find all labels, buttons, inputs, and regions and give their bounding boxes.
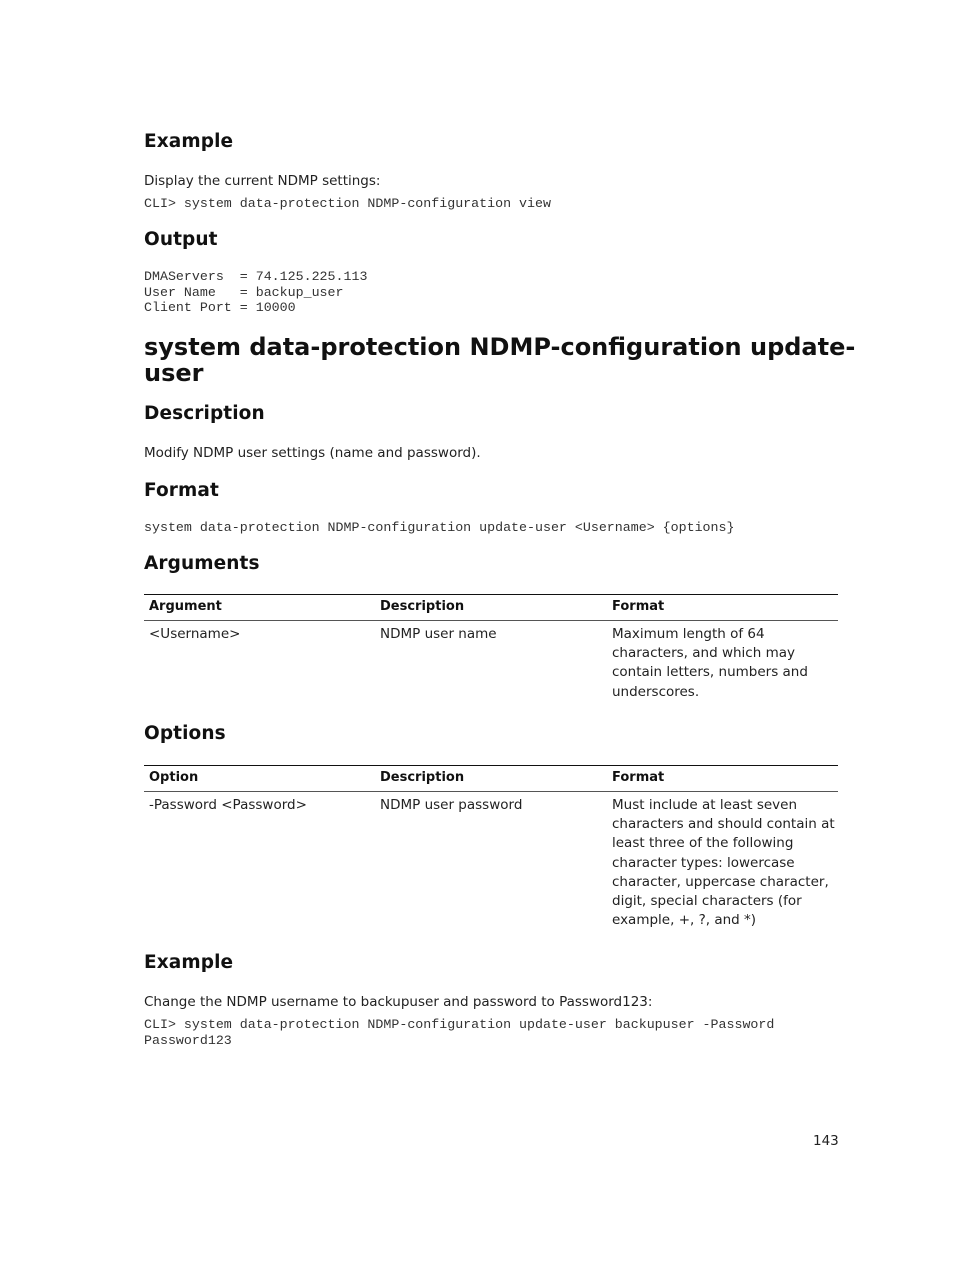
output-line: User Name = backup_user [144,285,344,300]
example-heading: Example [144,952,234,973]
table-cell: -Password <Password> [149,797,307,813]
column-header: Description [380,770,465,785]
table-cell: NDMP user password [380,797,523,813]
table-header [144,594,838,621]
column-header: Description [380,599,465,614]
example-intro: Display the current NDMP settings: [144,173,381,189]
table-cell: Must include at least seven characters and should contain at least three of the following character types: lowercase character, uppercase character, digit, special characters (for example, +, ?, and *) [612,797,835,929]
section-title-continued: user [144,359,204,387]
description-heading: Description [144,403,265,424]
example-command: CLI> system data-protection NDMP-configuration view [144,196,551,211]
format-heading: Format [144,480,219,501]
description-text: Modify NDMP user settings (name and password). [144,445,481,461]
column-header: Format [612,770,665,785]
table-header [144,765,838,792]
format-syntax: system data-protection NDMP-configuration update-user <Username> {options} [144,520,735,535]
page-number: 143 [813,1133,839,1149]
output-line: DMAServers = 74.125.225.113 [144,269,368,284]
column-header: Argument [149,599,222,614]
example-heading: Example [144,131,234,152]
output-heading: Output [144,229,218,250]
table-cell: Maximum length of 64 characters, and which may contain letters, numbers and underscores. [612,626,808,700]
example-command-continued: Password123 [144,1033,232,1048]
table-cell: NDMP user name [380,626,497,642]
column-header: Format [612,599,665,614]
example-command: CLI> system data-protection NDMP-configuration update-user backupuser -Password [144,1017,775,1032]
section-title: system data-protection NDMP-configuration update- [144,333,856,361]
output-line: Client Port = 10000 [144,300,296,315]
example-intro: Change the NDMP username to backupuser and password to Password123: [144,994,653,1010]
column-header: Option [149,770,199,785]
arguments-heading: Arguments [144,553,260,574]
options-heading: Options [144,723,226,744]
table-cell: <Username> [149,626,241,642]
